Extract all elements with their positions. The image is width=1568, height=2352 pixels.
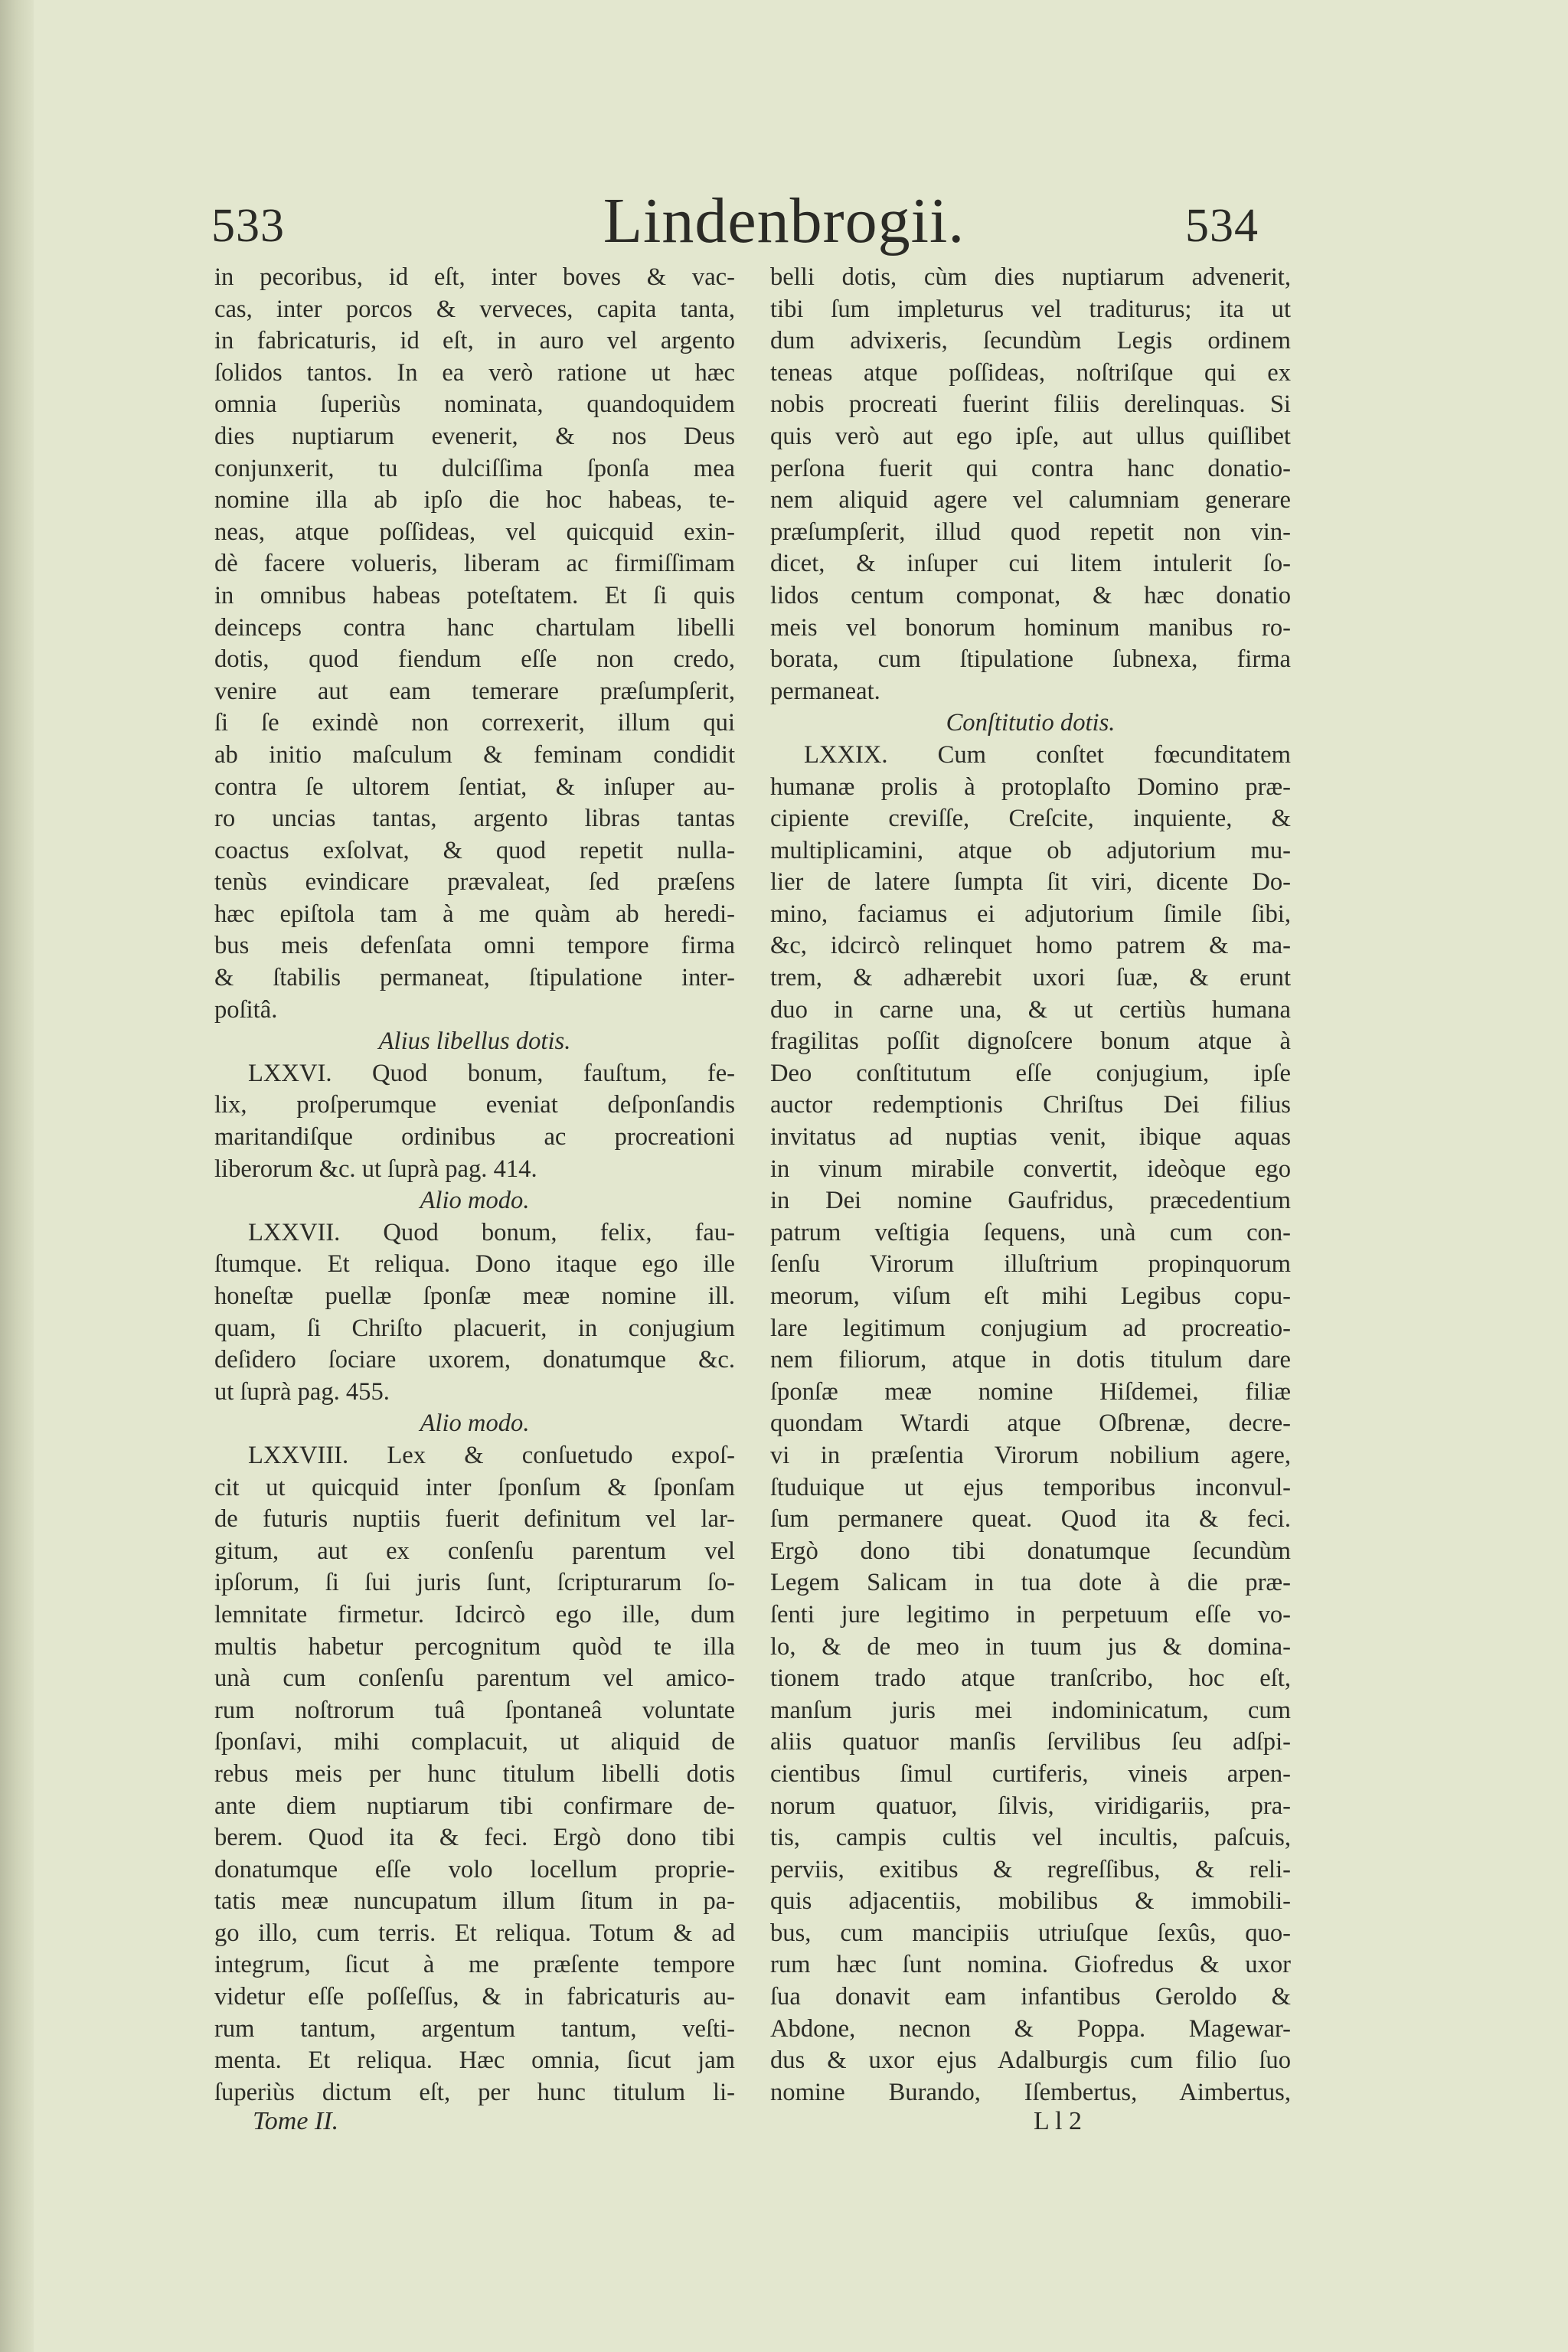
text-line: rum hæc ſunt nomina. Giofredus & uxor [770, 1951, 1291, 1979]
text-line: quondam Wtardi atque Oſbrenæ, decre- [770, 1410, 1291, 1438]
text-line: lo, & de meo in tuum jus & domina- [770, 1632, 1291, 1661]
text-line: dus & uxor ejus Adalburgis cum filio ſuo [770, 2047, 1291, 2075]
text-line: hæc epiſtola tam à me quàm ab heredi- [214, 900, 735, 928]
text-line: deinceps contra hanc chartulam libelli [214, 613, 735, 642]
text-line: nomine illa ab ipſo die hoc habeas, te- [214, 486, 735, 514]
text-line: Deo conſtitutum eſſe conjugium, ipſe [770, 1059, 1291, 1087]
text-line: LXXIX. Cum conſtet fœcunditatem [804, 740, 1291, 769]
text-line: perviis, exitibus & regreſſibus, & reli- [770, 1855, 1291, 1883]
volume-label: Tome II. [253, 2107, 339, 2135]
text-line: &c, idcircò relinquet homo patrem & ma- [770, 932, 1291, 960]
page-header [0, 184, 1568, 260]
text-line: integrum, ſicut à me præſente tempore [214, 1951, 735, 1979]
right-text-column [770, 262, 1291, 2109]
text-line: go illo, cum terris. Et reliqua. Totum & ad [214, 1919, 735, 1947]
text-line: ſolidos tantos. In ea verò ratione ut hæc [214, 358, 735, 387]
text-line: multis habetur percognitum quòd te illa [214, 1632, 735, 1661]
text-line: ſuperiùs dictum eſt, per hunc titulum li- [214, 2078, 735, 2106]
text-line: in vinum mirabile convertit, ideòque ego [770, 1155, 1291, 1183]
book-spine-shadow [0, 0, 34, 2352]
text-line: donatumque eſſe volo locellum proprie- [214, 1855, 735, 1883]
text-line: fragilitas poſſit dignoſcere bonum atque à [770, 1027, 1291, 1056]
text-line: venire aut eam temerare præſumpſerit, [214, 677, 735, 705]
section-heading: Alius libellus dotis. [378, 1027, 571, 1056]
text-line: cientibus ſimul curtiferis, vineis arpen- [770, 1759, 1291, 1788]
left-text-column [214, 262, 735, 2109]
text-line: liberorum &c. ut ſuprà pag. 414. [214, 1155, 537, 1183]
text-line: conjunxerit, tu dulciſſima ſponſa mea [214, 454, 735, 482]
text-line: ſenti jure legitimo in perpetuum eſſe vo- [770, 1600, 1291, 1628]
text-line: rum noſtrorum tuâ ſpontaneâ voluntate [214, 1696, 735, 1724]
text-line: norum quatuor, ſilvis, viridigariis, pra- [770, 1792, 1291, 1820]
text-line: belli dotis, cùm dies nuptiarum advenerit, [770, 263, 1291, 291]
text-line: quis verò aut ego ipſe, aut ullus quiſlibet [770, 422, 1291, 450]
text-line: unà cum conſenſu parentum vel amico- [214, 1664, 735, 1693]
text-line: dies nuptiarum evenerit, & nos Deus [214, 422, 735, 450]
text-line: dè facere volueris, liberam ac firmiſſimam [214, 550, 735, 578]
page-number-left: 533 [211, 200, 285, 252]
text-line: permaneat. [770, 677, 880, 705]
text-line: tibi ſum impleturus vel traditurus; ita ut [770, 295, 1291, 323]
text-line: aliis quatuor manſis ſervilibus ſeu adſpi- [770, 1728, 1291, 1756]
text-line: dum advixeris, ſecundùm Legis ordinem [770, 327, 1291, 355]
text-line: nobis procreati fuerint filiis derelinquas. Si [770, 390, 1291, 419]
signature-mark: L l 2 [1034, 2107, 1082, 2135]
text-line: lemnitate firmetur. Idcircò ego ille, dum [214, 1600, 735, 1628]
text-line: LXXVII. Quod bonum, felix, fau- [248, 1218, 735, 1246]
text-line: in Dei nomine Gaufridus, præcedentium [770, 1187, 1291, 1215]
text-line: ſponſavi, mihi complacuit, ut aliquid de [214, 1728, 735, 1756]
text-line: maritandiſque ordinibus ac procreationi [214, 1123, 735, 1152]
section-heading: Alio modo. [420, 1410, 530, 1438]
text-line: LXXVIII. Lex & conſuetudo expoſ- [248, 1441, 735, 1469]
text-line: duo in carne una, & ut certiùs humana [770, 995, 1291, 1024]
text-line: ſua donavit eam infantibus Geroldo & [770, 1983, 1291, 2011]
text-line: tionem trado atque tranſcribo, hoc eſt, [770, 1664, 1291, 1693]
text-line: in fabricaturis, id eſt, in auro vel argento [214, 327, 735, 355]
text-line: rum tantum, argentum tantum, veſti- [214, 2014, 735, 2043]
text-line: cas, inter porcos & verveces, capita tanta, [214, 295, 735, 323]
text-line: menta. Et reliqua. Hæc omnia, ſicut jam [214, 2047, 735, 2075]
text-line: nem filiorum, atque in dotis titulum dare [770, 1346, 1291, 1374]
text-line: contra ſe ultorem ſentiat, & inſuper au- [214, 773, 735, 801]
section-heading: Conſtitutio dotis. [946, 709, 1116, 737]
text-line: præſumpſerit, illud quod repetit non vin- [770, 518, 1291, 546]
text-line: lidos centum componat, & hæc donatio [770, 581, 1291, 609]
text-line: auctor redemptionis Chriſtus Dei filius [770, 1091, 1291, 1119]
text-line: ſponſæ meæ nomine Hiſdemei, filiæ [770, 1377, 1291, 1406]
text-line: mino, faciamus ei adjutorium ſimile ſibi, [770, 900, 1291, 928]
text-line: perſona fuerit qui contra hanc donatio- [770, 454, 1291, 482]
text-line: Ergò dono tibi donatumque ſecundùm [770, 1537, 1291, 1565]
text-line: neas, atque poſſideas, vel quicquid exin- [214, 518, 735, 546]
text-line: coactus exſolvat, & quod repetit nulla- [214, 836, 735, 864]
text-line: gitum, aut ex conſenſu parentum vel [214, 1537, 735, 1565]
text-line: teneas atque poſſideas, noſtriſque qui ex [770, 358, 1291, 387]
text-line: lier de latere ſumpta ſit viri, dicente Do- [770, 868, 1291, 897]
text-line: ab initio maſculum & feminam condidit [214, 740, 735, 769]
section-heading: Alio modo. [420, 1187, 530, 1215]
text-line: ſum permanere queat. Quod ita & feci. [770, 1505, 1291, 1534]
text-line: dotis, quod fiendum eſſe non credo, [214, 645, 735, 674]
text-line: vi in præſentia Virorum nobilium agere, [770, 1441, 1291, 1469]
text-line: tenùs evindicare prævaleat, ſed præſens [214, 868, 735, 897]
text-line: poſitâ. [214, 995, 278, 1024]
text-line: in pecoribus, id eſt, inter boves & vac- [214, 263, 735, 291]
text-line: ſi ſe exindè non correxerit, illum qui [214, 709, 735, 737]
text-line: humanæ prolis à protoplaſto Domino præ- [770, 773, 1291, 801]
text-line: patrum veſtigia ſequens, unà cum con- [770, 1218, 1291, 1246]
text-line: lix, proſperumque eveniat deſponſandis [214, 1091, 735, 1119]
text-line: borata, cum ſtipulatione ſubnexa, firma [770, 645, 1291, 674]
text-line: quis adjacentiis, mobilibus & immobili- [770, 1887, 1291, 1916]
text-line: meorum, viſum eſt mihi Legibus copu- [770, 1282, 1291, 1310]
text-line: nomine Burando, Iſembertus, Aimbertus, [770, 2078, 1291, 2106]
text-line: LXXVI. Quod bonum, fauſtum, fe- [248, 1059, 735, 1087]
text-line: berem. Quod ita & feci. Ergò dono tibi [214, 1824, 735, 1852]
text-line: honeſtæ puellæ ſponſæ meæ nomine ill. [214, 1282, 735, 1310]
text-line: ro uncias tantas, argento libras tantas [214, 805, 735, 833]
text-line: videtur eſſe poſſeſſus, & in fabricaturis au- [214, 1983, 735, 2011]
text-line: de futuris nuptiis fuerit definitum vel lar- [214, 1505, 735, 1534]
text-line: cipiente creviſſe, Creſcite, inquiente, & [770, 805, 1291, 833]
text-line: ut ſuprà pag. 455. [214, 1377, 390, 1406]
text-line: manſum juris mei indominicatum, cum [770, 1696, 1291, 1724]
text-line: bus, cum mancipiis utriuſque ſexûs, quo- [770, 1919, 1291, 1947]
text-line: dicet, & inſuper cui litem intulerit ſo- [770, 550, 1291, 578]
text-line: meis vel bonorum hominum manibus ro- [770, 613, 1291, 642]
running-title: Lindenbrogii. [603, 185, 965, 256]
text-line: ſenſu Virorum illuſtrium propinquorum [770, 1250, 1291, 1279]
text-line: bus meis defenſata omni tempore firma [214, 932, 735, 960]
text-line: in omnibus habeas poteſtatem. Et ſi quis [214, 581, 735, 609]
text-line: quam, ſi Chriſto placuerit, in conjugium [214, 1314, 735, 1342]
text-line: Legem Salicam in tua dote à die præ- [770, 1569, 1291, 1597]
text-line: multiplicamini, atque ob adjutorium mu- [770, 836, 1291, 864]
text-line: tis, campis cultis vel incultis, paſcuis, [770, 1824, 1291, 1852]
text-line: invitatus ad nuptias venit, ibique aquas [770, 1123, 1291, 1152]
text-line: nem aliquid agere vel calumniam generare [770, 486, 1291, 514]
text-line: trem, & adhærebit uxori ſuæ, & erunt [770, 964, 1291, 992]
text-line: ipſorum, ſi ſui juris ſunt, ſcripturarum ſo- [214, 1569, 735, 1597]
text-line: tatis meæ nuncupatum illum ſitum in pa- [214, 1887, 735, 1916]
text-line: & ſtabilis permaneat, ſtipulatione inter- [214, 964, 735, 992]
text-line: ſtumque. Et reliqua. Dono itaque ego ille [214, 1250, 735, 1279]
text-line: Abdone, necnon & Poppa. Magewar- [770, 2014, 1291, 2043]
text-line: rebus meis per hunc titulum libelli dotis [214, 1759, 735, 1788]
text-line: ante diem nuptiarum tibi confirmare de- [214, 1792, 735, 1820]
text-line: cit ut quicquid inter ſponſum & ſponſam [214, 1473, 735, 1501]
text-line: deſidero ſociare uxorem, donatumque &c. [214, 1346, 735, 1374]
text-line: ſtuduique ut ejus temporibus inconvul- [770, 1473, 1291, 1501]
text-line: lare legitimum conjugium ad procreatio- [770, 1314, 1291, 1342]
text-line: omnia ſuperiùs nominata, quandoquidem [214, 390, 735, 419]
page-number-right: 534 [1185, 200, 1259, 252]
